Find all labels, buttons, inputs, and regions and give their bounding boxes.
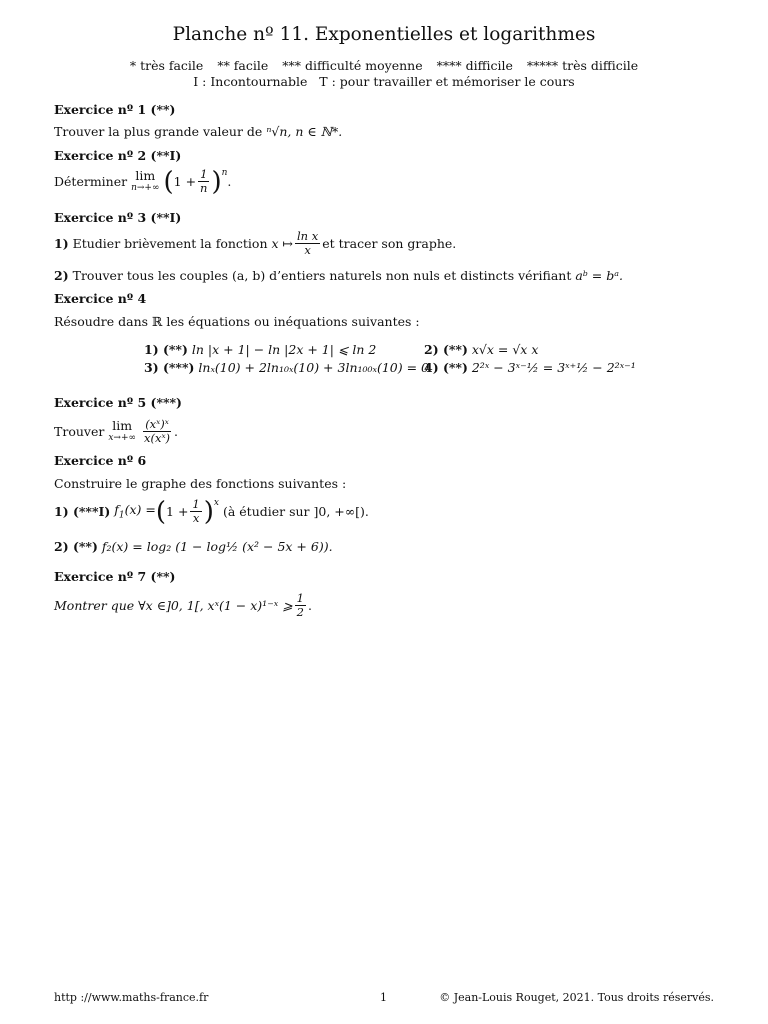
question-text: Trouver tous les couples (a, b) d’entiers naturels non nuls et distincts vérifiant <box>72 268 572 283</box>
question-label: 2) (**) <box>54 539 98 554</box>
fraction <box>295 592 306 619</box>
equations-table <box>144 342 664 376</box>
limit-operator: lim n→+∞ <box>131 167 160 193</box>
fraction-numerator: 1 <box>200 167 208 181</box>
fraction: $\frac{1}{x}$ <box>192 497 200 525</box>
exercise-6-q1: 1) (***I) $f_1(x)$ = ( 1 + $\frac{1}{x}$ ) $^x$ (à étudier sur ]0, +∞[). <box>54 496 369 527</box>
question-text: Etudier brièvement la fonction <box>72 236 268 251</box>
fraction-denominator: x <box>304 243 311 257</box>
exercise-7-body: Montrer que ∀x ∈]0, 1[, xˣ(1 − x)¹⁻ˣ ⩾ $\frac{1}{2}$ . <box>54 591 312 619</box>
equation-label: 2) (**) <box>424 342 468 357</box>
question-number: 2) <box>54 268 69 283</box>
question-number: 1) <box>54 236 69 251</box>
legend-level: **** difficile <box>436 58 513 73</box>
page-title: Planche nº 11. Exponentielles et logarithmes <box>172 24 596 45</box>
limit-subscript: x→+∞ <box>108 432 136 443</box>
question-text: et tracer son graphe. <box>322 236 457 251</box>
exercise-4-heading: Exercice nº 4 <box>54 291 147 306</box>
page-number: 1 <box>380 991 387 1004</box>
exercise-2-heading: Exercice nº 2 (**I) <box>54 148 182 163</box>
fraction-denominator: x(xˣ) <box>143 431 171 445</box>
fraction <box>295 230 320 257</box>
legend-level: ***** très difficile <box>526 58 639 73</box>
exercise-1-text: Trouver la plus grande valeur de <box>54 124 263 139</box>
exercise-6-intro: Construire le graphe des fonctions suivantes : <box>54 476 347 491</box>
equation-row <box>144 360 664 376</box>
difficulty-legend <box>0 58 768 90</box>
exercise-4-intro: Résoudre dans ℝ les équations ou inéquations suivantes : <box>54 314 420 329</box>
footer-url[interactable]: http ://www.maths-france.fr <box>54 991 209 1004</box>
question-math: aᵇ = bᵃ. <box>575 268 623 283</box>
exercise-5-body: Trouver lim x→+∞ $\frac{\text{(xˣ)ˣ}}{\text{x(xˣ)}}$ . <box>54 417 178 445</box>
limit-subscript: n→+∞ <box>131 182 160 193</box>
exponent: n <box>221 168 228 178</box>
limit-operator: lim x→+∞ <box>108 417 136 443</box>
exercise-3-q1: 1) Etudier brièvement la fonction x ↦ $\frac{\text{ln x}}{x}$ et tracer son graphe. <box>54 229 457 257</box>
exercise-6-q2 <box>54 539 724 554</box>
equation-label: 1) (**) <box>144 342 188 357</box>
exercise-7-text: Montrer que ∀x ∈]0, 1[, xˣ(1 − x)¹⁻ˣ ⩾ <box>54 598 293 613</box>
exercise-2-body: Déterminer lim n→+∞ ( 1 + $\frac{1}{n}$ ) $^n$ . <box>54 166 232 197</box>
fraction <box>198 168 209 195</box>
legend-level: ** facile <box>217 58 269 73</box>
exercise-1-math: ⁿ√n, n ∈ ℕ*. <box>266 124 343 139</box>
fraction-numerator: (xˣ)ˣ <box>145 417 169 431</box>
exercise-1-body <box>54 124 724 139</box>
equation: ln |x + 1| − ln |2x + 1| ⩽ ln 2 <box>191 342 377 357</box>
fraction-numerator: 1 <box>296 591 304 605</box>
exercise-6-heading: Exercice nº 6 <box>54 453 147 468</box>
legend-level: * très facile <box>129 58 204 73</box>
fraction <box>142 418 172 445</box>
exercise-5-text: Trouver <box>54 424 105 439</box>
equation-label: 4) (**) <box>424 360 468 375</box>
question-label: 1) (***I) <box>54 504 111 519</box>
equation: 2²ˣ − 3ˣ⁻½ = 3ˣ⁺½ − 2²ˣ⁻¹ <box>471 360 636 375</box>
legend-levels <box>0 58 768 74</box>
equation: x√x = √x x <box>471 342 539 357</box>
exercise-1-heading: Exercice nº 1 (**) <box>54 102 176 117</box>
exercise-7-heading: Exercice nº 7 (**) <box>54 569 176 584</box>
footer-copyright: © Jean-Louis Rouget, 2021. Tous droits réservés. <box>439 991 714 1004</box>
exercise-3-q2 <box>54 268 724 283</box>
exercise-5-heading: Exercice nº 5 (***) <box>54 395 182 410</box>
legend-level: *** difficulté moyenne <box>282 58 423 73</box>
fraction-numerator: ln x <box>297 229 319 243</box>
equation: lnₓ(10) + 2ln₁₀ₓ(10) + 3ln₁₀₀ₓ(10) = 0 <box>198 360 429 375</box>
exercise-3-heading: Exercice nº 3 (**I) <box>54 210 182 225</box>
exercise-2-text: Déterminer <box>54 174 128 189</box>
fraction-denominator: 2 <box>296 605 304 619</box>
question-math: f₂(x) = log₂ (1 − log½ (x² − 5x + 6)). <box>101 539 333 554</box>
fraction-denominator: n <box>200 181 208 195</box>
equation-row <box>144 342 664 358</box>
question-text: (à étudier sur ]0, +∞[). <box>222 504 369 519</box>
equation-label: 3) (***) <box>144 360 195 375</box>
legend-line2: I : Incontournable T : pour travailler et mémoriser le cours <box>193 74 575 89</box>
